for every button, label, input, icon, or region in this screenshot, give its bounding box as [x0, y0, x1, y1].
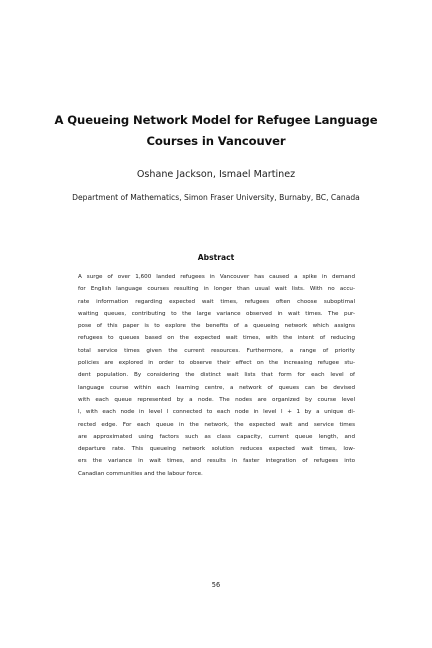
abstract-body [78, 271, 355, 480]
abstract-line: rate information regarding expected wait times, refugees often choose suboptimal [78, 298, 355, 305]
paper-authors: Oshane Jackson, Ismael Martinez [136, 169, 296, 180]
abstract-line: l, with each node in level l connected to each node in level l + 1 by a unique di- [78, 409, 355, 416]
abstract-line: departure rate. This queueing network solution reduces expected wait times, low- [78, 446, 355, 453]
paper-title-line-1: A Queueing Network Model for Refugee Language [54, 113, 378, 127]
abstract-line: ers the variance in wait times, and results in faster integration of refugees into [78, 458, 355, 465]
abstract-line: policies are explored in order to observe their effect on the increasing refugee stu- [78, 360, 355, 367]
abstract-line: language course within each learning centre, a network of queues can be devised [78, 384, 355, 391]
abstract-line: with each queue represented by a node. The nodes are organized by course level [78, 396, 355, 403]
page-number: 56 [211, 581, 221, 589]
abstract-line: A surge of over 1,600 landed refugees in Vancouver has caused a spike in demand [78, 274, 355, 280]
abstract-line: for English language courses resulting in longer than usual wait lists. With no accu- [78, 286, 355, 293]
paper-affiliation: Department of Mathematics, Simon Fraser University, Burnaby, BC, Canada [72, 193, 360, 202]
abstract-line: dent population. By considering the distinct wait lists that form for each level of [78, 372, 355, 379]
abstract-line: total service times given the current resources. Furthermore, a range of priority [78, 347, 355, 354]
abstract-line: pose of this paper is to explore the benefits of a queueing network which assigns [78, 323, 355, 330]
abstract-line: rected edge. For each queue in the network, the expected wait and service times [78, 421, 355, 428]
abstract-line: are approximated using factors such as class capacity, current queue length, and [78, 433, 355, 440]
abstract-line: Canadian communities and the labour force. [78, 470, 203, 477]
abstract-line: waiting queues, contributing to the large variance observed in wait times. The pur- [78, 310, 355, 317]
paper-title-line-2: Courses in Vancouver [146, 134, 286, 148]
abstract-line: refugees to queues based on the expected wait times, with the intent of reducing [78, 335, 355, 342]
abstract-heading: Abstract [197, 253, 235, 262]
